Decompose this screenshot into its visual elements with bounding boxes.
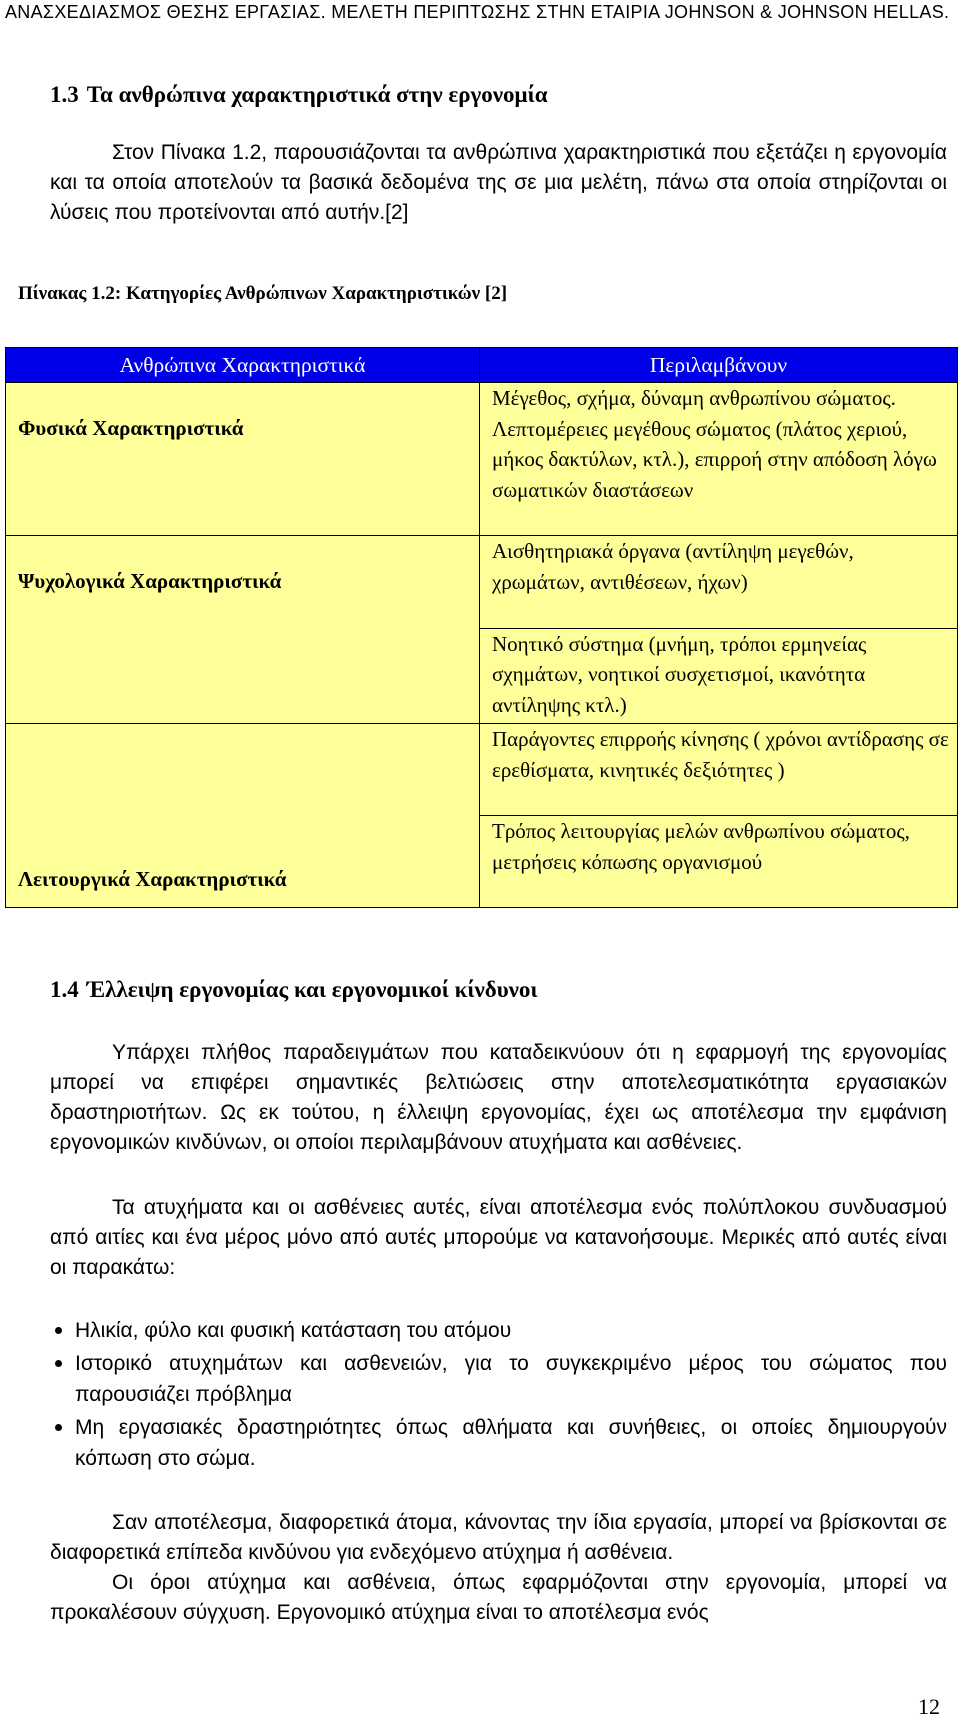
section-number: 1.4	[50, 977, 79, 1002]
header-human-characteristics: Ανθρώπινα Χαρακτηριστικά	[6, 348, 480, 383]
bullet-icon	[55, 1424, 62, 1431]
section-heading-1-4	[50, 975, 538, 1005]
intro-paragraph: Στον Πίνακα 1.2, παρουσιάζονται τα ανθρώπινα χαρακτηριστικά που εξετάζει η εργονομία και τα οποία αποτελούν τα βασικά δεδομένα της σε μια μελέτη, πάνω στα οποία στηρίζονται οι λύσεις που προτείνονται από αυτήν.[2]	[50, 141, 947, 224]
description-cognitive: Νοητικό σύστημα (μνήμη, τρόποι ερμηνείας σχημάτων, νοητικοί συσχετισμοί, ικανότητα αντίληψης κτλ.)	[480, 628, 958, 723]
category-cell	[6, 724, 480, 908]
section-number: 1.3	[50, 82, 79, 107]
bullet-list	[50, 1315, 947, 1476]
paragraph: Σαν αποτέλεσμα, διαφορετικά άτομα, κάνοντας την ίδια εργασία, μπορεί να βρίσκονται σε διαφορετικά επίπεδα κινδύνου για ενδεχόμενο ατύχημα ή ασθένεια.	[50, 1511, 947, 1564]
paragraph: Τα ατυχήματα και οι ασθένειες αυτές, είναι αποτέλεσμα ενός πολύπλοκου συνδυασμού από αιτίες και ένα μέρος μόνο από αυτές μπορούμε να κατανοήσουμε. Μερικές από αυτές είναι οι παρακάτω:	[50, 1196, 947, 1279]
table-row	[6, 536, 958, 629]
list-item: Ιστορικό ατυχημάτων και ασθενειών, για το συγκεκριμένο μέρος του σώματος που παρουσιάζει πρόβλημα	[50, 1348, 947, 1410]
page-number: 12	[918, 1694, 940, 1719]
table-header-row	[6, 348, 958, 383]
category-cell	[6, 383, 480, 536]
category-cell	[6, 536, 480, 724]
category-psychological: Ψυχολογικά Χαρακτηριστικά	[18, 569, 282, 593]
table-row	[6, 724, 958, 816]
section-heading-1-3	[50, 80, 548, 110]
table-caption: Πίνακας 1.2: Κατηγορίες Ανθρώπινων Χαρακτηριστικών [2]	[18, 283, 508, 304]
description-motor: Παράγοντες επιρροής κίνησης ( χρόνοι αντίδρασης σε ερεθίσματα, κινητικές δεξιότητες )	[480, 724, 958, 816]
table-row	[6, 383, 958, 536]
header-includes: Περιλαμβάνουν	[480, 348, 958, 383]
bullet-icon	[55, 1327, 62, 1334]
section-title: Τα ανθρώπινα χαρακτηριστικά στην εργονομία	[86, 82, 548, 107]
description-body-function: Τρόπος λειτουργίας μελών ανθρωπίνου σώματος, μετρήσεις κόπωσης οργανισμού	[480, 816, 958, 908]
list-item: Ηλικία, φύλο και φυσική κατάσταση του ατόμου	[50, 1315, 947, 1346]
description-sensory: Αισθητηριακά όργανα (αντίληψη μεγεθών, χρωμάτων, αντιθέσεων, ήχων)	[480, 536, 958, 629]
bullet-icon	[55, 1360, 62, 1367]
description-physical: Μέγεθος, σχήμα, δύναμη ανθρωπίνου σώματος. Λεπτομέρειες μεγέθους σώματος (πλάτος χεριού, μήκος δακτύλων, κτλ.), επιρροή στην απόδοση λόγω σωματικών διαστάσεων	[480, 383, 958, 536]
category-physical: Φυσικά Χαρακτηριστικά	[18, 416, 244, 440]
list-item: Μη εργασιακές δραστηριότητες όπως αθλήματα και συνήθειες, οι οποίες δημιουργούν κόπωση στο σώμα.	[50, 1412, 947, 1474]
paragraph: Υπάρχει πλήθος παραδειγμάτων που καταδεικνύουν ότι η εφαρμογή της εργονομίας μπορεί να επιφέρει σημαντικές βελτιώσεις στην αποτελεσματικότητα εργασιακών δραστηριοτήτων. Ως εκ τούτου, η έλλειψη εργονομίας, έχει ως αποτέλεσμα την εμφάνιση εργονομικών κινδύνων, οι οποίοι περιλαμβάνουν ατυχήματα και ασθένειες.	[50, 1041, 947, 1154]
category-functional: Λειτουργικά Χαρακτηριστικά	[18, 867, 287, 891]
paragraph: Οι όροι ατύχημα και ασθένεια, όπως εφαρμόζονται στην εργονομία, μπορεί να προκαλέσουν σύγχυση. Εργονομικό ατύχημα είναι το αποτέλεσμα ενός	[50, 1571, 947, 1624]
running-header: ΑΝΑΣΧΕΔΙΑΣΜΟΣ ΘΕΣΗΣ ΕΡΓΑΣΙΑΣ. ΜΕΛΕΤΗ ΠΕΡΙΠΤΩΣΗΣ ΣΤΗΝ ΕΤΑΙΡΙΑ JOHNSON & JOHNSON HELLAS.	[5, 2, 950, 22]
section-title: Έλλειψη εργονομίας και εργονομικοί κίνδυνοι	[86, 977, 538, 1002]
characteristics-table	[5, 347, 958, 908]
